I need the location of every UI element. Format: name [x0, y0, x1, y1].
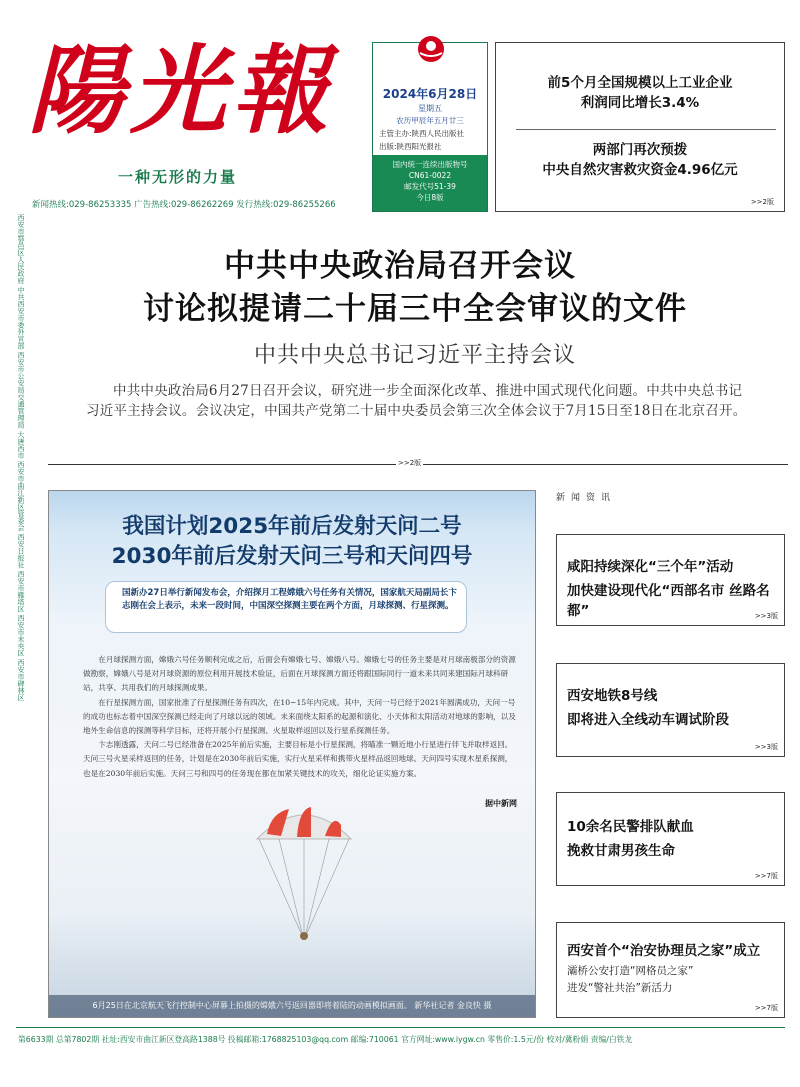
pages-today: 今日8版 — [416, 193, 444, 202]
side-vertical-text: 西安市鄠邑区人民政府 中共西安市委外宣部 西安市公安局交通管理局 大唐西市 西安市曲江新区管委会 西安日报社 西安市雁塔区 西安市未央区 西安市碑林区 — [17, 214, 25, 701]
issue-date: 2024年6月28日 — [382, 87, 478, 101]
top-brief-2[interactable] — [496, 140, 784, 180]
top-briefs-box — [495, 42, 785, 212]
slogan: 一种无形的力量 — [118, 168, 238, 186]
issn-label: 国内统一连续出版物号 — [392, 160, 468, 169]
lead-headline-line1[interactable]: 中共中央政治局召开会议 — [224, 248, 576, 284]
feature-headline-line2[interactable]: 2030年前后发射天问三号和天问四号 — [111, 544, 473, 569]
feature-headline-line1[interactable]: 我国计划2025年前后发射天问二号 — [122, 514, 462, 539]
page-ref[interactable]: >>2版 — [750, 198, 774, 206]
feature-article — [48, 490, 536, 1018]
news-item-title-line2: 挽救甘肃男孩生命 — [567, 843, 675, 859]
photo-caption: 6月25日在北京航天飞行控制中心屏幕上拍摄的嫦娥六号返回器即将着陆的动画模拟画面。 新华社记者 金良快 摄 — [49, 995, 535, 1017]
news-item[interactable] — [556, 792, 785, 886]
postal-code: 邮发代号51-39 — [404, 182, 456, 191]
feature-paragraph: 在行星探测方面，国家批准了行星探测任务有四次，在10~15年内完成。其中，天问一号已经于2021年圆满成功，天问一号的成功也标志着中国深空探测已经走向了月球以远的领域。未来面绕太阳系的起源和演化、小天体和太阳活动对地球的影响，以及地外生命信息的探测等科学目标，还将开展小行星探测、火星取样返回以及行星系探测任务。 — [83, 697, 516, 736]
news-item-title-line2: 即将进入全线动车调试阶段 — [567, 712, 729, 728]
cn-number: CN61-0022 — [408, 171, 452, 180]
feature-summary: 国新办27日举行新闻发布会，介绍探月工程嫦娥六号任务有关情况，国家航天局副局长卞志刚在会上表示，未来一段时间，中国深空探测主要在两个方面，月球探测、行星探测。 — [105, 581, 467, 633]
date-box — [372, 42, 488, 212]
top-brief-1[interactable] — [496, 73, 784, 113]
lead-subheadline: 中共中央总书记习近平主持会议 — [253, 343, 576, 368]
top-brief-1-line2: 利润同比增长3.4% — [580, 95, 700, 111]
newspaper-logo — [28, 36, 368, 148]
top-brief-1-line1: 前5个月全国规模以上工业企业 — [547, 75, 733, 91]
weekday: 星期五 — [418, 104, 442, 113]
divider — [16, 1027, 785, 1028]
sun-logo-icon — [417, 35, 445, 63]
page-ref[interactable]: >>3版 — [754, 612, 778, 620]
article-source: 据中新网 — [485, 799, 517, 808]
news-item[interactable] — [556, 663, 785, 757]
top-brief-2-line1: 两部门再次预拨 — [592, 142, 688, 158]
news-item[interactable] — [556, 922, 785, 1018]
feature-body — [83, 653, 519, 781]
news-item-title-line1: 咸阳持续深化“三个年”活动 — [567, 559, 734, 575]
news-section-label: 新闻资讯 — [556, 493, 617, 503]
hotlines: 新闻热线:029-86253335 广告热线:029-86262269 发行热线:029-86255266 — [32, 200, 336, 210]
top-brief-2-line2: 中央自然灾害救灾资金4.96亿元 — [542, 162, 738, 178]
logo-text: 陽光報 — [28, 34, 334, 147]
news-item-title: 西安首个“治安协理员之家”成立 — [567, 943, 761, 959]
news-item-subtitle: 进发“警社共治”新活力 — [567, 982, 673, 994]
publication-info-panel — [373, 155, 487, 211]
page-ref[interactable]: >>2版 — [398, 459, 422, 467]
lead-headline-line2[interactable]: 讨论拟提请二十届三中全会审议的文件 — [143, 291, 687, 327]
news-item-title-line1: 10余名民警排队献血 — [567, 819, 694, 835]
publisher: 出版:陕西阳光报社 — [379, 142, 442, 151]
parachute-photo — [249, 803, 359, 953]
news-item-title-line1: 西安地铁8号线 — [567, 688, 658, 704]
sponsor: 主管主办:陕西人民出版社 — [379, 129, 465, 138]
page-ref[interactable]: >>7版 — [754, 1004, 778, 1012]
news-item[interactable] — [556, 534, 785, 626]
lunar-date: 农历甲辰年五月廿三 — [396, 116, 464, 125]
page-ref[interactable]: >>7版 — [754, 872, 778, 880]
lead-body: 中共中央政治局6月27日召开会议，研究进一步全面深化改革、推进中国式现代化问题。中共中央总书记习近平主持会议。会议决定，中国共产党第二十届中央委员会第三次全体会议于7月15日至18日在北京召开。 — [86, 383, 747, 419]
page-ref[interactable]: >>3版 — [754, 743, 778, 751]
feature-paragraph: 在月球探测方面，嫦娥六号任务顺利完成之后，后面会有嫦娥七号、嫦娥八号。嫦娥七号的任务主要是对月球南极部分的资源做勘察，嫦娥八号是对月球资源的原位利用开展技术验证，后面在月球探测方面还将跟国际同行一道未来共同来建国际月球科研站，共享、共用我们的月球探测成果。 — [83, 655, 516, 693]
feature-paragraph: 卞志刚透露，天问二号已经准备在2025年前后实施，主要目标是小行星探测，将瞄准一颗近地小行星进行伴飞并取样返回。天问三号火星采样返回的任务，计划是在2030年前后实施，实行火星采样和携带火星样品返回地球。天问四号实现木星系探测，也是在2030年前后实施。天问三号和四号的任务现在都在加紧关键技术的攻关，细化论证实施方案。 — [83, 740, 513, 778]
footer-info: 第6633期 总第7802期 社址:西安市曲江新区登高路1388号 投稿邮箱:1768825103@qq.com 邮编:710061 官方网址:www.iygw.cn 零售价:1.5元/份 校对/冀粉娟 责编/白铁龙 — [18, 1035, 633, 1044]
news-item-subtitle: 灞桥公安打造“网格员之家” — [567, 965, 694, 977]
news-item-title-line2: 加快建设现代化“西部名市 丝路名都” — [567, 583, 770, 619]
divider — [516, 129, 776, 130]
